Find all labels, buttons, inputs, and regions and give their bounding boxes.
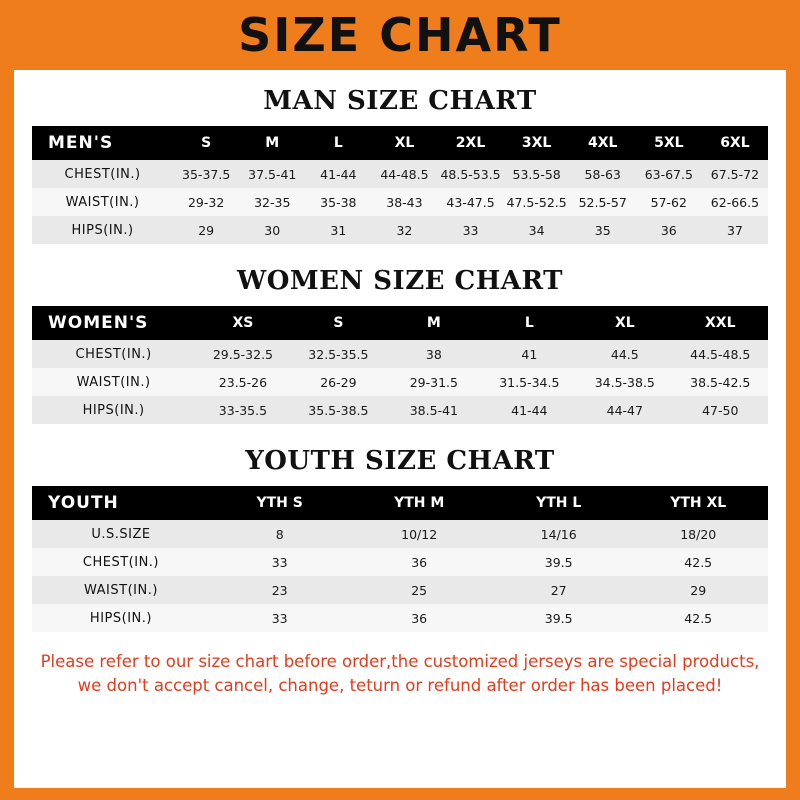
women-waist-xxl: 38.5-42.5 <box>673 368 768 396</box>
youth-row-waist-label: WAIST(IN.) <box>32 576 210 604</box>
women-table-head <box>32 306 768 340</box>
men-waist-s: 29-32 <box>173 188 239 216</box>
men-col-5xl: 5XL <box>636 126 702 160</box>
youth-col-m: YTH M <box>349 486 489 520</box>
women-waist-xs: 23.5-26 <box>195 368 290 396</box>
youth-section-title: YOUTH SIZE CHART <box>245 446 555 476</box>
women-table-body <box>32 340 768 424</box>
table-header-row <box>32 306 768 340</box>
men-waist-2xl: 43-47.5 <box>437 188 503 216</box>
footer-line-1: Please refer to our size chart before order,the customized jerseys are special products, <box>40 652 760 671</box>
men-row-waist-label: WAIST(IN.) <box>32 188 173 216</box>
youth-row-hips-label: HIPS(IN.) <box>32 604 210 632</box>
men-col-s: S <box>173 126 239 160</box>
youth-table-body <box>32 520 768 632</box>
men-col-xl: XL <box>371 126 437 160</box>
men-hips-4xl: 35 <box>570 216 636 244</box>
youth-ussize-l: 14/16 <box>489 520 629 548</box>
youth-hips-l: 39.5 <box>489 604 629 632</box>
men-size-table <box>32 126 768 244</box>
men-col-3xl: 3XL <box>504 126 570 160</box>
youth-chest-xl: 42.5 <box>628 548 768 576</box>
table-row <box>32 340 768 368</box>
women-row-waist-label: WAIST(IN.) <box>32 368 195 396</box>
table-row <box>32 216 768 244</box>
youth-waist-xl: 29 <box>628 576 768 604</box>
women-chest-xs: 29.5-32.5 <box>195 340 290 368</box>
men-row-hips-label: HIPS(IN.) <box>32 216 173 244</box>
youth-table-head <box>32 486 768 520</box>
men-hips-m: 30 <box>239 216 305 244</box>
table-row <box>32 520 768 548</box>
men-col-6xl: 6XL <box>702 126 768 160</box>
men-chest-6xl: 67.5-72 <box>702 160 768 188</box>
men-chest-3xl: 53.5-58 <box>504 160 570 188</box>
header-banner <box>14 0 786 70</box>
chart-content <box>14 86 786 698</box>
table-row <box>32 368 768 396</box>
men-row-chest-label: CHEST(IN.) <box>32 160 173 188</box>
bottom-accent-bar <box>14 788 786 800</box>
men-table-head <box>32 126 768 160</box>
men-waist-5xl: 57-62 <box>636 188 702 216</box>
table-row <box>32 188 768 216</box>
men-waist-m: 32-35 <box>239 188 305 216</box>
men-col-4xl: 4XL <box>570 126 636 160</box>
women-chest-xxl: 44.5-48.5 <box>673 340 768 368</box>
youth-size-table <box>32 486 768 632</box>
women-hips-l: 41-44 <box>482 396 577 424</box>
footer-disclaimer <box>32 650 768 698</box>
men-col-l: L <box>305 126 371 160</box>
youth-chest-m: 36 <box>349 548 489 576</box>
women-col-s: S <box>291 306 386 340</box>
men-hips-l: 31 <box>305 216 371 244</box>
youth-col-s: YTH S <box>210 486 350 520</box>
men-chest-2xl: 48.5-53.5 <box>437 160 503 188</box>
men-hips-2xl: 33 <box>437 216 503 244</box>
youth-ussize-m: 10/12 <box>349 520 489 548</box>
women-hips-xxl: 47-50 <box>673 396 768 424</box>
page-title: SIZE CHART <box>238 8 562 62</box>
men-header-label: MEN'S <box>32 126 173 160</box>
youth-col-l: YTH L <box>489 486 629 520</box>
men-waist-3xl: 47.5-52.5 <box>504 188 570 216</box>
men-chest-s: 35-37.5 <box>173 160 239 188</box>
women-size-table <box>32 306 768 424</box>
men-col-m: M <box>239 126 305 160</box>
men-hips-6xl: 37 <box>702 216 768 244</box>
men-waist-6xl: 62-66.5 <box>702 188 768 216</box>
women-col-m: M <box>386 306 481 340</box>
youth-waist-l: 27 <box>489 576 629 604</box>
women-row-chest-label: CHEST(IN.) <box>32 340 195 368</box>
men-chest-5xl: 63-67.5 <box>636 160 702 188</box>
women-hips-s: 35.5-38.5 <box>291 396 386 424</box>
table-row <box>32 548 768 576</box>
youth-col-xl: YTH XL <box>628 486 768 520</box>
women-chest-xl: 44.5 <box>577 340 672 368</box>
youth-header-label: YOUTH <box>32 486 210 520</box>
women-col-xs: XS <box>195 306 290 340</box>
women-hips-m: 38.5-41 <box>386 396 481 424</box>
women-chest-l: 41 <box>482 340 577 368</box>
women-section-title: WOMEN SIZE CHART <box>237 266 563 296</box>
table-row <box>32 604 768 632</box>
youth-ussize-s: 8 <box>210 520 350 548</box>
men-waist-4xl: 52.5-57 <box>570 188 636 216</box>
youth-ussize-xl: 18/20 <box>628 520 768 548</box>
youth-chest-l: 39.5 <box>489 548 629 576</box>
table-row <box>32 160 768 188</box>
table-header-row <box>32 486 768 520</box>
women-row-hips-label: HIPS(IN.) <box>32 396 195 424</box>
women-chest-s: 32.5-35.5 <box>291 340 386 368</box>
youth-row-ussize-label: U.S.SIZE <box>32 520 210 548</box>
men-chest-4xl: 58-63 <box>570 160 636 188</box>
women-waist-m: 29-31.5 <box>386 368 481 396</box>
men-chest-xl: 44-48.5 <box>371 160 437 188</box>
women-hips-xl: 44-47 <box>577 396 672 424</box>
men-hips-5xl: 36 <box>636 216 702 244</box>
women-waist-s: 26-29 <box>291 368 386 396</box>
youth-waist-m: 25 <box>349 576 489 604</box>
table-row <box>32 396 768 424</box>
men-hips-3xl: 34 <box>504 216 570 244</box>
youth-hips-xl: 42.5 <box>628 604 768 632</box>
women-col-l: L <box>482 306 577 340</box>
men-col-2xl: 2XL <box>437 126 503 160</box>
men-hips-xl: 32 <box>371 216 437 244</box>
women-hips-xs: 33-35.5 <box>195 396 290 424</box>
women-col-xxl: XXL <box>673 306 768 340</box>
men-section-title: MAN SIZE CHART <box>263 86 537 116</box>
men-waist-l: 35-38 <box>305 188 371 216</box>
youth-chest-s: 33 <box>210 548 350 576</box>
youth-waist-s: 23 <box>210 576 350 604</box>
men-waist-xl: 38-43 <box>371 188 437 216</box>
youth-hips-s: 33 <box>210 604 350 632</box>
table-row <box>32 576 768 604</box>
table-header-row <box>32 126 768 160</box>
youth-row-chest-label: CHEST(IN.) <box>32 548 210 576</box>
men-table-body <box>32 160 768 244</box>
men-chest-l: 41-44 <box>305 160 371 188</box>
women-chest-m: 38 <box>386 340 481 368</box>
men-chest-m: 37.5-41 <box>239 160 305 188</box>
women-col-xl: XL <box>577 306 672 340</box>
men-hips-s: 29 <box>173 216 239 244</box>
women-waist-xl: 34.5-38.5 <box>577 368 672 396</box>
youth-hips-m: 36 <box>349 604 489 632</box>
footer-line-2: we don't accept cancel, change, teturn or refund after order has been placed! <box>77 675 723 695</box>
women-waist-l: 31.5-34.5 <box>482 368 577 396</box>
women-header-label: WOMEN'S <box>32 306 195 340</box>
